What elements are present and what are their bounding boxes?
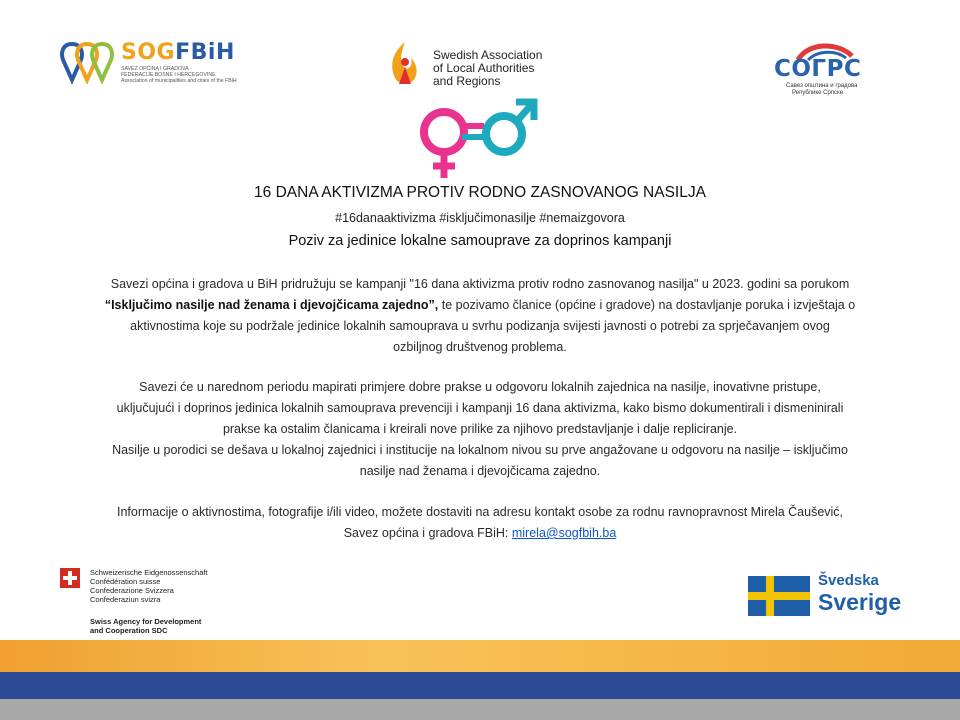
sogfbih-sub2: FEDERACIJE BOSNE I HERCEGOVINE [121,72,216,78]
footer-bar-grey [0,699,960,720]
paragraph-4-line-1: Informacije o aktivnostima, fotografije i/ili video, možete dostaviti na adresu kontakt osobe za rodnu ravnopravnost Mirela Čaušević, [116,505,844,519]
paragraph-1-line-2: “Isključimo nasilje nad ženama i djevojčicama zajedno”, te pozivamo članice (općine i gradove) na dostavljanje poruka i izvještaja o [104,298,856,312]
campaign-message: “Isključimo nasilje nad ženama i djevojčicama zajedno”, [104,298,439,312]
swiss-line2: Confédération suisse [90,577,161,586]
sweden-logo [748,572,908,622]
swedish-association-text [433,49,542,88]
sogfbih-sub3: Association of municipalities and cities of the FBiH [121,78,237,84]
paragraph-4-line-2: Savez općina i gradova FBiH: mirela@sogfbih.ba [343,526,617,540]
sogrs-name: СОГРС [774,56,862,82]
campaign-title: 16 DANA AKTIVIZMA PROTIV RODNO ZASNOVANOG NASILJA [254,184,706,201]
footer-bar-blue [0,672,960,699]
sogrs-sub1: Савез општина и градова [786,83,858,89]
swedish-line2: of Local Authorities [433,61,535,75]
sogfbih-logo-icon [58,40,116,84]
email-link[interactable]: mirela@sogfbih.ba [511,526,617,540]
swedish-line1: Swedish Association [433,48,543,62]
paragraph-2-line-1: Savezi će u narednom periodu mapirati primjere dobre prakse u odgovoru lokalnih zajednica na nasilje, inovativne pristupe, [139,380,821,394]
swedish-association-logo [385,40,555,92]
paragraph-3-line-1: Nasilje u porodici se dešava u lokalnoj zajednici i institucije na lokalnom nivou su prve angažovane u odgovoru na nasilje – isključimo [112,443,848,457]
sogfbih-name: SOGFBiH [121,40,235,65]
swiss-line4: Confederaziun svizra [90,595,161,604]
swiss-line6: and Cooperation SDC [90,626,168,635]
sweden-line1: Švedska [818,572,879,589]
gender-equality-icon [416,96,540,182]
sweden-line2: Sverige [818,589,902,615]
sogfbih-sub1: SAVEZ OPĆINA I GRADOVA [121,66,189,72]
sogfbih-logo [58,38,238,88]
paragraph-1-line-1: Savezi općina i gradova u BiH pridružuju se kampanji "16 dana aktivizma protiv rodno zasnovanog nasilja" u 2023. godini sa porukom [110,277,850,291]
paragraph-3-line-2: nasilje nad ženama i djevojčicama zajedno. [359,464,601,478]
swedish-association-flame-icon [385,40,425,92]
paragraph-1-line-4: ozbiljnog društvenog problema. [393,340,567,354]
paragraph-2-line-3: prakse ka ostalim članicama i kreirali nove prilike za njihovo predstavljanje i dalje repliciranje. [222,422,738,436]
sogrs-sub2: Републике Српске [792,90,844,96]
paragraph-1-line-3: aktivnostima koje su podržale jedinice lokalnih samouprava u svrhu podizanja svijesti javnosti o potrebi za sprječavanjem ovog [130,319,830,333]
call-heading: Poziv za jedinice lokalne samouprave za doprinos kampanji [288,233,672,249]
swiss-line3: Confederazione Svizzera [90,586,174,595]
swiss-line1: Schweizerische Eidgenossenschaft [90,568,208,577]
footer-bar-orange [0,640,960,672]
swiss-sdc-logo [60,566,230,636]
swiss-cross-icon [60,568,80,588]
swiss-line5: Swiss Agency for Development [90,617,202,626]
paragraph-2-line-2: uključujući i doprinos jedinica lokalnih samouprava prevenciji i kampanji 16 dana aktivizma, kako bismo dokumentirali i dismeninirali [116,401,844,415]
hashtags: #16danaaktivizma #isključimonasilje #nemaizgovora [335,211,625,225]
sogrs-logo [768,40,878,98]
swedish-line3: and Regions [433,74,501,88]
swedish-flag-icon [748,576,810,616]
